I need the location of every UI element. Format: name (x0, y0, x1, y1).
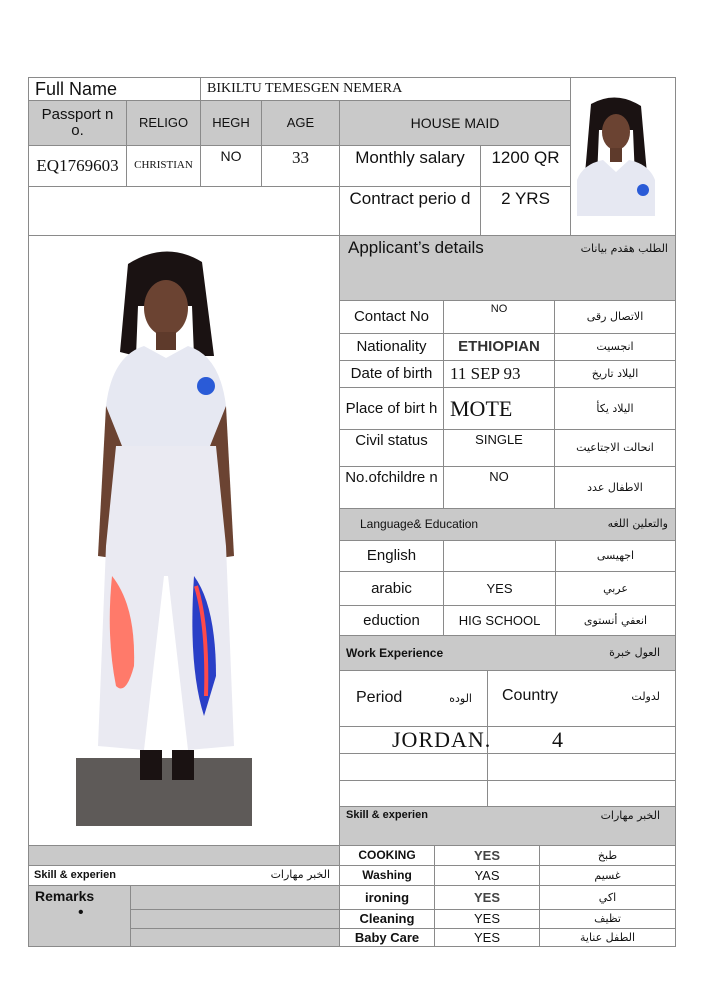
height-value: NO (200, 145, 262, 187)
skill-cooking-ar: طبخ (539, 845, 676, 866)
skill-babycare-value: YES (434, 928, 540, 947)
remarks-bullet: • (78, 904, 84, 921)
age-value: 33 (261, 145, 340, 187)
remarks-line-2 (130, 909, 340, 929)
skill-cooking-value: YES (434, 845, 540, 866)
skill-cleaning-ar: تظيف (539, 909, 676, 929)
applicant-details-title: Applicant’s details (348, 238, 484, 257)
arabic-label: arabic (339, 571, 444, 606)
children-value: NO (443, 466, 555, 509)
skill-ironing-value: YES (434, 885, 540, 910)
age-label: AGE (261, 100, 340, 146)
pob-value: MOTE (443, 387, 555, 430)
full-body-photo (76, 246, 252, 826)
salary-value: 1200 QR (480, 145, 571, 187)
skill-babycare-ar: الطفل عناية (539, 928, 676, 947)
education-value: HIG SCHOOL (443, 605, 556, 636)
remarks-line-1 (130, 885, 340, 910)
passport-value: EQ1769603 (28, 145, 127, 187)
pob-label-ar: اليلاد يكأ (554, 387, 676, 430)
nationality-label-ar: انجسيت (554, 333, 676, 361)
height-label: HEGH (200, 100, 262, 146)
work-row-1-right (487, 726, 676, 754)
work-title: Work Experience (346, 646, 444, 660)
contract-value: 2 YRS (480, 186, 571, 236)
work-row-3-right (487, 780, 676, 807)
work-period-value: 4 (552, 727, 563, 752)
language-title-ar: والتعلين اللغه (607, 517, 668, 530)
skill-ironing-label: ironing (339, 885, 435, 910)
english-value (443, 540, 556, 572)
english-label: English (339, 540, 444, 572)
country-label: Country (502, 687, 559, 704)
dob-value: 11 SEP 93 (443, 360, 555, 388)
civil-status-value: SINGLE (443, 429, 555, 467)
religion-value: CHRISTIAN (126, 145, 201, 187)
arabic-value: YES (443, 571, 556, 606)
left-skills-title: Skill & experien (34, 869, 116, 881)
skills-title: Skill & experien (346, 809, 428, 821)
work-title-ar: العول خبرة (609, 646, 660, 659)
pob-label: Place of birt h (339, 387, 444, 430)
work-row-2-left (339, 753, 488, 781)
country-label-ar: لدولت (631, 690, 660, 703)
work-row-3-left (339, 780, 488, 807)
remarks-label: Remarks (35, 888, 95, 904)
period-label: Period (356, 689, 403, 706)
left-skills-title-ar: الخبر مهارات (270, 868, 330, 881)
skill-washing-value: YAS (434, 865, 540, 886)
remarks-line-3 (130, 928, 340, 947)
skill-cleaning-value: YES (434, 909, 540, 929)
contact-label-ar: الاتصال رقى (554, 300, 676, 334)
skills-title-ar: الخبر مهارات (600, 809, 660, 822)
children-label-ar: الاطفال عدد (554, 466, 676, 509)
dob-label: Date of birth (339, 360, 444, 388)
language-title: Language& Education (360, 517, 479, 531)
religion-label: RELIGO (126, 100, 201, 146)
position-label: HOUSE MAID (339, 100, 571, 146)
education-label-ar: انعفي أنستوى (555, 605, 676, 636)
skill-babycare-label: Baby Care (339, 928, 435, 947)
skill-cooking-label: COOKING (339, 845, 435, 866)
blank-row (28, 186, 340, 236)
skill-washing-label: Washing (339, 865, 435, 886)
civil-status-label-ar: انحالت الاجتاعيت (554, 429, 676, 467)
applicant-details-title-ar: الطلب هقدم بيانات (580, 242, 668, 255)
full-name-value: BIKILTU TEMESGEN NEMERA (200, 77, 571, 101)
full-name-label: Full Name (28, 77, 201, 101)
skill-washing-ar: غسيم (539, 865, 676, 886)
arabic-label-ar: عربي (555, 571, 676, 606)
education-label: eduction (339, 605, 444, 636)
dob-label-ar: اليلاد تاريخ (554, 360, 676, 388)
contract-label: Contract perio d (339, 186, 481, 236)
nationality-value: ETHIOPIAN (443, 333, 555, 361)
passport-photo (573, 94, 659, 216)
skill-cleaning-label: Cleaning (339, 909, 435, 929)
contact-value: NO (443, 300, 555, 334)
civil-status-label: Civil status (339, 429, 444, 467)
nationality-label: Nationality (339, 333, 444, 361)
period-label-ar: الوده (449, 692, 472, 705)
english-label-ar: اجهيسى (555, 540, 676, 572)
left-gray-strip (28, 845, 340, 866)
work-country-value: JORDAN. (392, 727, 492, 752)
children-label: No.ofchildre n (339, 466, 444, 509)
skill-ironing-ar: اكي (539, 885, 676, 910)
passport-label: Passport n o. (28, 100, 127, 146)
salary-label: Monthly salary (339, 145, 481, 187)
contact-label: Contact No (339, 300, 444, 334)
work-row-2-right (487, 753, 676, 781)
